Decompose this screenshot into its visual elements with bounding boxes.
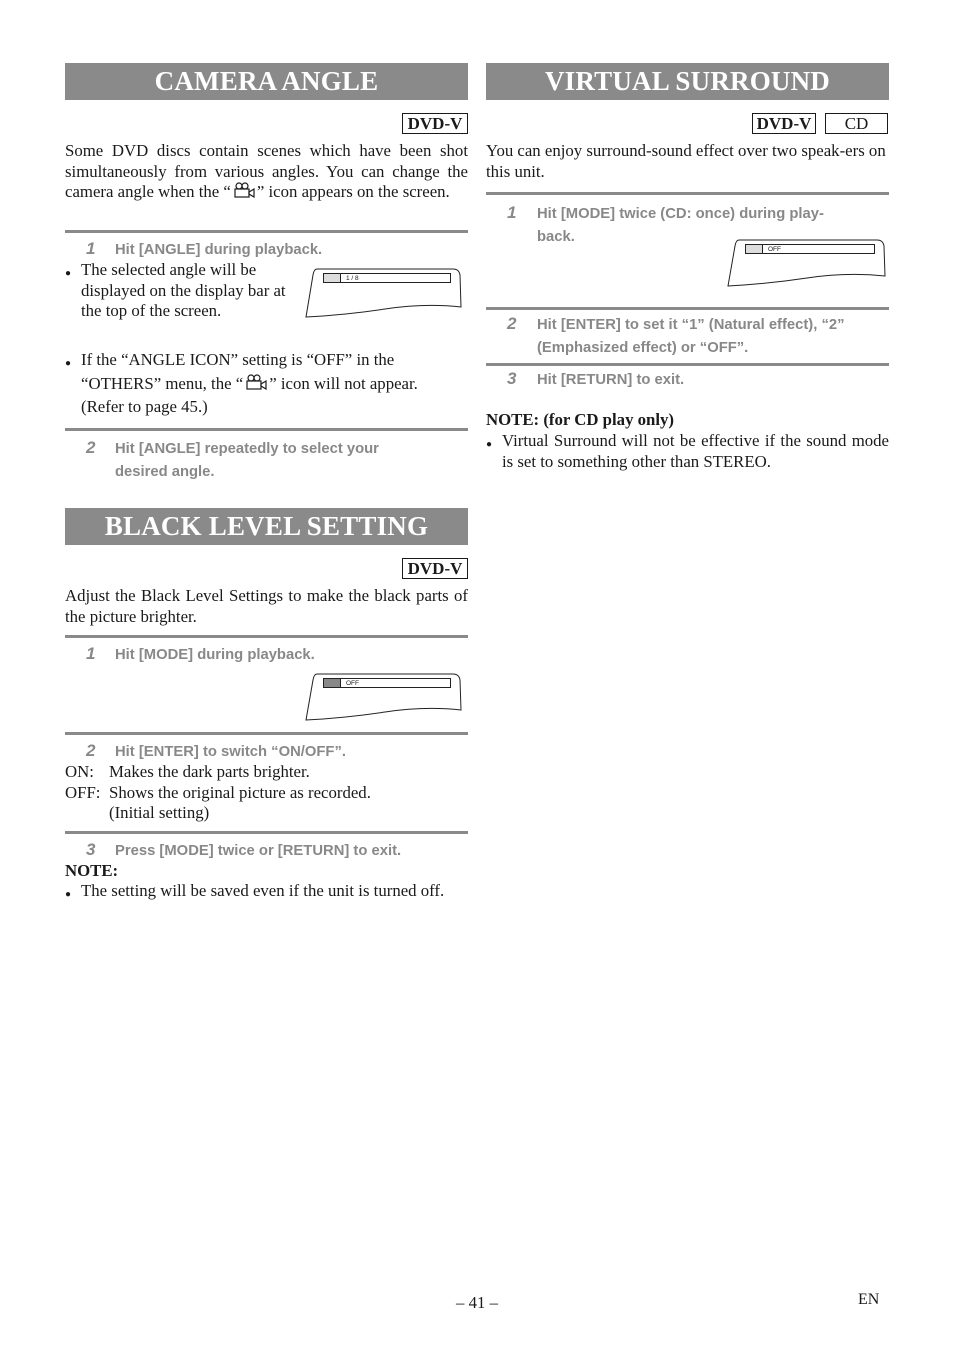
on-text: Makes the dark parts brighter. [109, 762, 310, 781]
on-off-definitions [65, 762, 468, 824]
black-step-2 [65, 740, 468, 764]
bullet-icon: ● [65, 358, 72, 369]
camera-angle-intro: Some DVD discs contain scenes which have been shot simultaneously from various angles. You can change the camera angle when the “ ” icon appears on the screen. [65, 141, 468, 204]
surround-note-label: NOTE: (for CD play only) [486, 410, 675, 429]
surround-osd-screen [727, 238, 889, 288]
virtual-surround-title: VIRTUAL SURROUND [486, 63, 889, 100]
step-number: 3 [86, 840, 96, 859]
camera-bullet-1: ● The selected angle will be displayed on the display bar at the top of the screen. [65, 260, 286, 320]
divider [65, 732, 468, 735]
surround-step-3 [486, 368, 889, 392]
black-level-title: BLACK LEVEL SETTING [65, 508, 468, 545]
step-text: (Emphasized effect) or “OFF”. [537, 340, 749, 356]
off-text: Shows the original picture as recorded. [109, 782, 371, 802]
step-text: Hit [RETURN] to exit. [537, 372, 685, 388]
virtual-surround-intro: You can enjoy surround-sound effect over two speak-ers on this unit. [486, 141, 886, 181]
step-text: Hit [ENTER] to switch “ON/OFF”. [115, 744, 346, 760]
divider [486, 363, 889, 366]
black-level-intro: Adjust the Black Level Settings to make the black parts of the picture brighter. [65, 586, 468, 626]
osd-bar: OFF [745, 244, 875, 254]
language-code: EN [858, 1291, 880, 1308]
dvd-v-badge: DVD-V [402, 113, 468, 134]
black-note-label: NOTE: [65, 861, 119, 880]
step-number: 2 [86, 438, 96, 457]
camera-bullet-2: ● If the “ANGLE ICON” setting is “OFF” in the “OTHERS” menu, the “ ” icon will not appear. (Refer to page 45.) [65, 350, 418, 416]
step-text: desired angle. [115, 464, 215, 480]
bullet-icon: ● [65, 889, 72, 900]
divider [65, 635, 468, 638]
step-number: 2 [507, 314, 517, 333]
divider [65, 428, 468, 431]
dvd-v-badge: DVD-V [402, 558, 468, 579]
step-number: 2 [86, 741, 96, 760]
divider [486, 192, 889, 195]
step-text: Hit [ANGLE] during playback. [115, 242, 323, 258]
dvd-v-badge: DVD-V [752, 113, 816, 134]
osd-bar: OFF [323, 678, 451, 688]
step-number: 1 [507, 203, 517, 222]
step-text: Hit [MODE] during playback. [115, 647, 315, 663]
camera-step-1 [65, 238, 468, 262]
camera-step-2 [65, 437, 468, 485]
surround-step-2 [486, 313, 889, 361]
step-text: Hit [ANGLE] repeatedly to select your [115, 441, 379, 457]
surround-note-bullet: ● Virtual Surround will not be effective if the sound mode is set to something other than STEREO. [486, 431, 889, 471]
black-level-osd-screen [305, 672, 465, 722]
divider [65, 831, 468, 834]
off-label: OFF: [65, 782, 101, 802]
angle-icon [324, 274, 341, 282]
step-text: Press [MODE] twice or [RETURN] to exit. [115, 843, 402, 859]
divider [486, 307, 889, 310]
step-text: Hit [ENTER] to set it “1” (Natural effect), “2” [537, 317, 845, 333]
surround-icon [746, 245, 763, 253]
black-step-3 [65, 839, 468, 863]
cd-badge: CD [825, 113, 888, 134]
black-note-bullet: ● The setting will be saved even if the unit is turned off. [65, 881, 468, 923]
step-number: 1 [86, 239, 96, 258]
osd-bar: 1 / 8 [323, 273, 451, 283]
camera-angle-title: CAMERA ANGLE [65, 63, 468, 100]
angle-osd-screen [305, 267, 465, 319]
step-number: 1 [86, 644, 96, 663]
bullet-icon: ● [486, 439, 493, 450]
bullet-icon: ● [65, 268, 72, 279]
black-step-1 [65, 643, 468, 667]
step-text: back. [537, 229, 575, 245]
camera-icon [233, 182, 255, 204]
black-level-icon [324, 679, 341, 687]
page-number: – 41 – [456, 1293, 498, 1312]
divider [65, 230, 468, 233]
off-text-initial: (Initial setting) [109, 803, 210, 822]
step-number: 3 [507, 369, 517, 388]
on-label: ON: [65, 762, 94, 781]
camera-icon [245, 374, 267, 396]
step-text: Hit [MODE] twice (CD: once) during play- [537, 206, 824, 222]
